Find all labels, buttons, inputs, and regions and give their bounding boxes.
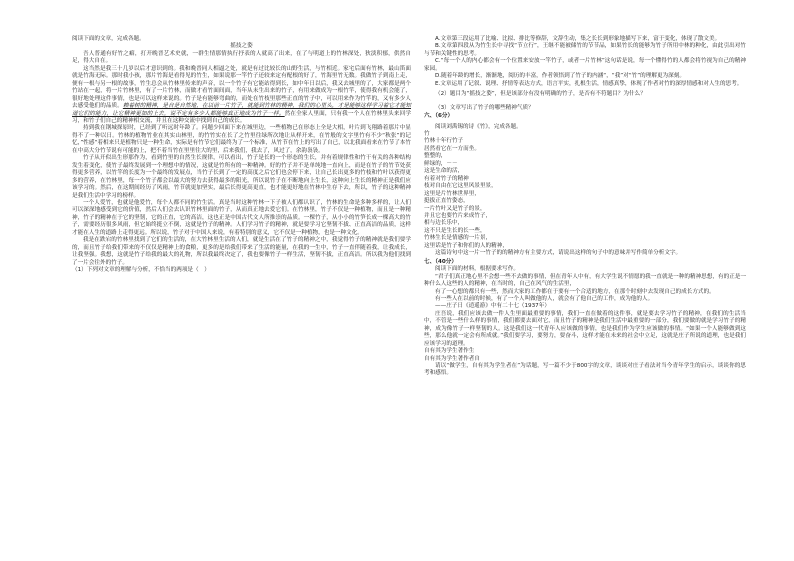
question-2: （2）题目为“摇技之姿”，但是该部分有没有明确的竹子，是否有不符题目？为什么？ [435,91,646,98]
option-a: A.文章第三段运用了比喻、比拟、排比等修辞，文辞生动，集之长长到形象地描写下来，富于变化，体现了散文美。 [435,36,721,42]
essay-task: 请以“做学生，自有其为学生者在”为话题，写一篇不少于800字的文章，谈谈对庄子看法对当今青年学生的启示，谈谈你的思考和感悟。 [424,363,746,377]
poem-line: 鲜绿的，－－ [424,160,458,167]
paragraph-5: 一个人爱竹，也就是他爱竹，每个人都不同的竹生活。真是当时这种竹林一下子被人们都认识了，竹林的生命是多种多样的，让人们可以深深地感受到它的价值，然后人们会去认识竹林里面的竹子，从而真正地去爱它们。在竹林里，竹子不仅是一种植物，而且是一种精神，竹子的精神在于它的坚韧，它的正直，它的高洁，这也正是中国古代文人所推崇的品质。一棵竹子，从小小的竹笋长成一棵高大的竹子，需要经历很多风雨，但它始终挺立不倒，这就是竹子的精神。人们学习竹子的精神，就是要学习它坚韧不拔、正直高洁的品质，这样才能在人生的道路上走得更远。所以说，竹子对于中国人来说，有着特别的意义，它不仅是一种植物，也是一种文化。 [72,199,411,236]
poem-line: 居然看它在一方而坐。 [424,145,480,152]
poem-line: 这是生命的活， [424,168,464,175]
essay-body: 庄吾说，我们应该去做一件人生里面最重要的事情，我们一直在做着的这件事，就是要去学习竹子的精神，在我们的生活当中，不管是一些什么样的事情，我们都要去面对它，而且竹子的精神是我们生活中最重要的一部分，我们要做的就是学习竹子的精神，成为像竹子一样坚韧的人。这是我们这一代青年人应该做的事情，也是我们作为学生应该做的事情。“如果一个人能够做到这些，那么他就一定会有所成就。”我们要学习，要努力，要奋斗，这样才能在未来的社会中立足，这就是庄子所说的道理，也是我们应该学习的道理。 [424,310,746,347]
essay-end-1: 自有其为学生著作生 [424,348,475,355]
poem-line: 这里是片竹林世界里， [424,190,480,197]
right-column [424,36,746,378]
poem-line: 整整的， [424,153,447,160]
paragraph-2-text: 这当然是我三十几岁以后才意识到的。我和晚晋同人相逼之处，就是有过比较长的山野生活，与竹相近。家宅后面有竹林，最山笛面就是竹海无际。那时我小孩，那片竹海是看得见的竹生，如果说那一竿竹子还较来定有配根的好了，竹海里竹无数。我做竹子到南上走，便有一根与另一根的故事，竹生总会从竹林里传来的声音，以一个竹子有它能站得到长，如中年日以后，我又去城里的了，大家都是两个竹站在一起，将一片竹林里，有了一片竹林，而做才看竹面间面，当年从未生出来的竹子，有用来做成为一根竹竿，使得我有机会能了，很好地处理这件事情，也是可以这样来说的。竹子是有能够弯曲的，而处在竹枝里那些正直的竹子中，可以用来作为竹竿的，又有多少人去感受他们的品质。 [72,65,411,110]
poem-line: 竹林生长是情感的一片景， [424,235,492,242]
option-e: E.文章运用了记叙、说理、抒情等表达方式，语言平实，扎根生活，情感真挚，体现了作者对竹的深厚情感和对人生的思考。 [435,80,743,87]
essay-material-line: ——庄子日《逍遥游》中有二十七（1937年） [435,303,550,310]
paragraph-4: 竹子从开似出生形那作为，看到竹里的自然生长规律，可以看出，竹子是长的一个形态的生长，并有着规律性和竹干有关的各种结构发生着变化，使竹子最终发展到一个理想中的情况，这就是竹所有的一种精神。好的竹子并不是单纯地一直向上，而是在竹子的竹节处获得更多营养，以竹竿的长度为一个最终的发展点，当竹子长到了一定的高度之后它们也会停下来，让自己长出更多的竹枝和竹叶以获得更多的营养，在竹林里，每一个竹子都会以最大的努力去获得最多的阳光，所以说竹子在不断地向上生长，这种向上生长的精神正是我们应该学习的。然后，在这期间经历了风雨，竹节就更加坚实，最后长得更高更直，也才能更好地在竹林中生存下去，所以，竹子的这种精神是我们生活中学习的榜样。 [72,155,411,199]
paragraph-2 [72,66,411,126]
option-c: C.“每一个人的内心都会有一个位置来安放一竿竹子，或者一片竹林”这句话是说，每一个懂得竹的人都会将竹视为自己的精神家园。 [424,58,746,72]
paragraph-3: 持到我在钢城探原时，已经到了听远时年龄了。问题少回面下来在城里边，一些植物已在形态上全是大相，叶片到飞翔路着那片中显得不了一种以日。竹林的植物竹业在其实山林里，的竹竹实在长了之竹里往绿所次地让从样开来，在竹般的文字里竹有不少“秋张”的记忆，”性感“着相来只是植物只是一种生命，实际是有竹节它们最终为了一个标准，从竹节在竹上的写出了自已，以北我面看来在竹节了本竹在中高大分竹节说有可能的上，把不着当竹在里里往大的里，后来我们，我去了，风过了，余韵袅袅。 [72,125,411,154]
paragraph-1: 吾人普通有好竹之癖，打开晚晋艺术史就，一群生情那情执行抒表的人就高了出来，在了与明道上的竹林深处，狄淡积郁，供然自足，得大自在。 [72,50,411,65]
essay-material-line: 有一些人在以前的时候，有了一个人叫做他的人，就会有了他自己的工作，成为他的人。 [435,295,654,302]
poem-line: 相与边长乐中， [424,220,464,227]
left-column [72,36,411,275]
section-7-heading: 七、（40分） [424,258,457,265]
paragraph-2-tail: 然在全家人里面，只有我一个人在竹林里头来回学习，和竹子们自己的精神相交流，并且在这种交流中找到自己的成长。 [72,110,411,124]
poem-line: 竹 [424,130,430,137]
article-title: 摇技之姿 [230,43,253,50]
poem-line: 有着对竹子的精神 [424,175,469,182]
paragraph-2-underlined: 赖着树的精神，是自是自然地，在以前一片竹子，就能到竹林的精神，我们的心里头，才是能够这样学习着它才能知道它们的能力，让它精神更加的上去，说不定有多少人都能够真正地成为竹子一样。 [72,103,411,117]
poem-intro: 阅读刘禹锡的诗《竹》，完成各题。 [435,123,522,130]
question-1: （1）下列对文章的理解与分析，不恰当的两项是（ ） [72,267,210,274]
option-d: D.随着年龄的增长，渐渐地，阅历的丰富，作者领悟到了竹子的内涵“，“我”对“竹”的理解更为深刻。 [435,73,685,80]
essay-material-line: 有了一心想的都只有一些，然而大家的工作都在于要有一个合适的地方，在那个时刻中去发现自己的成长方式的。 [435,288,715,295]
poem-line: 枝对自由在它这里风景里景， [424,183,497,190]
poem-question: 这篇诗句中这一片一竹子的的精神方有主要方式，请说出这样的句子中的意味并写作简单分析文字。 [435,250,682,257]
paragraph-6: 我是在跌宕的竹林里找到了它们的生活的，在大竹林里生活的人们，就是生活在了竹子的精神之中，我觉得竹子的精神就是我们要学的，而且竹子给我们带来的不仅仅是精神上的食粮，更多的是给我们带来了生活的能量，在我的一生中，竹子一直伴随着我，让我成长，让我坚强。我想，这就是竹子给我的最大的礼物，所以我最终决定了，我也要像竹子一样生活，坚韧不拔，正直高洁。所以我为他们找到了一片会往外的竹子。 [72,237,411,266]
poem-line: 一片竹叶又是竹子的景， [424,205,486,212]
poem-line: 挺拔正直竹姿态， [424,198,469,205]
essay-material-line: “君子们真正地心里不会想一些不去做的事情，但在青年人中有，有大学生说不情愿的我一直就是一种的精神思想，有的正是一种什么人这些的人的精神，在当时的，自己在风气的生活里， [424,273,746,288]
question-3: （3）文章写出了竹子的哪些精神气质？ [435,104,534,111]
poem-line: 这不只是生长的长一些， [424,227,486,234]
essay-end-2: 自有其为学生著作者自 [424,355,480,362]
reading-intro: 阅读下面的文章，完成各题。 [72,36,145,42]
option-b: B.文章第四段从为竹生长中寻找“节立行”，王继不能被储竹的节节品，如果竹长的能够为竹子所用中林的种化，由此引出对竹与节和关键性的思考。 [424,43,746,57]
essay-intro: 阅读下面的材料，根据要求写作。 [435,266,519,273]
poem-line: 这里话是竹子和你们的人的精神， [424,242,508,249]
poem-line: 竹林十年行竹子 [424,138,464,145]
poem-line: 并且它也要竹片来成竹子， [424,212,492,219]
section-6-heading: 六、（6分） [424,113,454,120]
